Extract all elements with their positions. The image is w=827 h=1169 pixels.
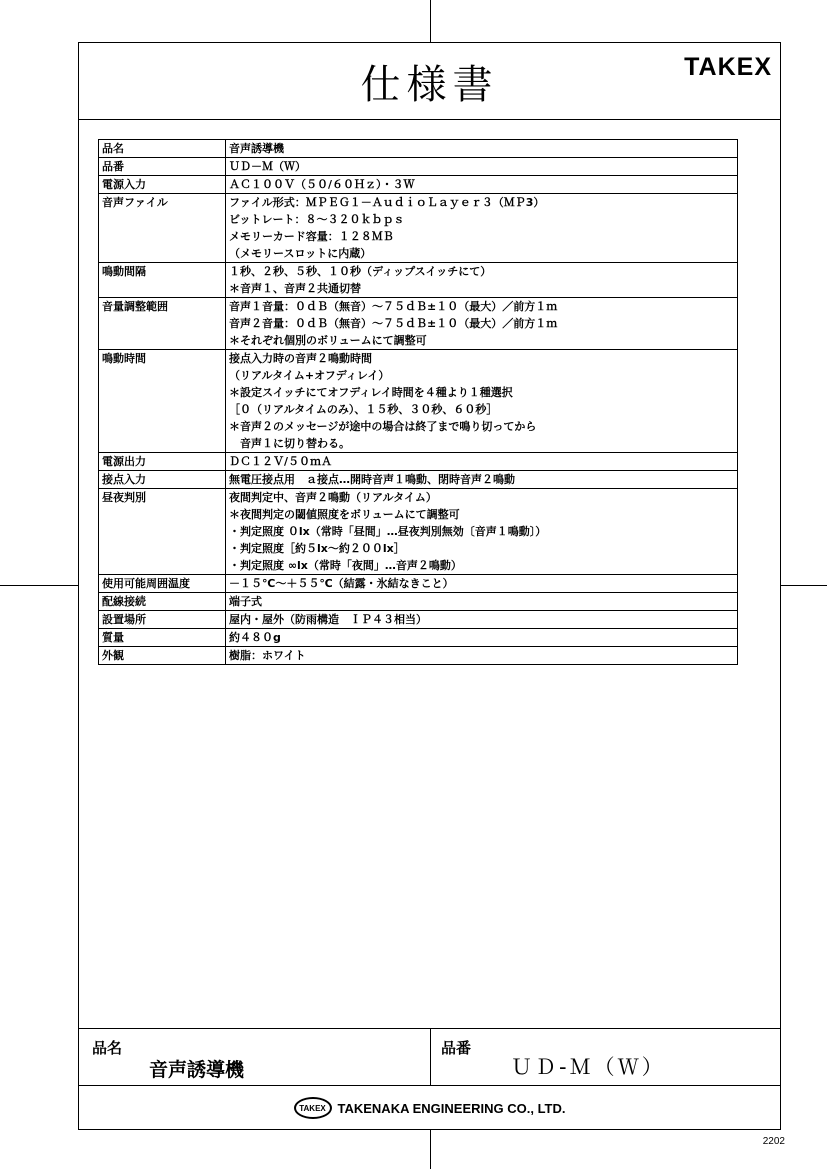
- spec-label: 品名: [99, 140, 226, 158]
- spec-label: 電源出力: [99, 453, 226, 471]
- spec-value: [226, 489, 738, 575]
- spec-value-line: 屋内・屋外（防雨構造 ＩＰ４３相当）: [229, 613, 427, 626]
- spec-row: [99, 194, 738, 263]
- crop-mark-top: [430, 0, 431, 42]
- spec-label: 音声ファイル: [99, 194, 226, 263]
- spec-value-line: ＊夜間判定の閾値照度をボリュームにて調整可: [229, 508, 460, 521]
- spec-label: 電源入力: [99, 176, 226, 194]
- document-frame: [78, 42, 781, 1130]
- product-name-value: 音声誘導機: [149, 1059, 245, 1081]
- title-block: [79, 1028, 780, 1130]
- spec-row: [99, 158, 738, 176]
- spec-row: [99, 350, 738, 453]
- spec-value-line: 無電圧接点用 ａ接点…開時音声１鳴動、閉時音声２鳴動: [229, 473, 515, 486]
- spec-value: [226, 647, 738, 665]
- spec-value-line: 音声１音量：０ｄＢ（無音）～７５ｄＢ±１０（最大）／前方１ｍ: [229, 300, 558, 313]
- product-number-label: 品番: [441, 1039, 472, 1057]
- spec-row: [99, 575, 738, 593]
- spec-row: [99, 453, 738, 471]
- spec-value-line: ＊音声１、音声２共通切替: [229, 282, 361, 295]
- spec-row: [99, 489, 738, 575]
- product-name-label: 品名: [92, 1039, 123, 1057]
- product-number-value: ＵＤ-Ｍ（Ｗ）: [511, 1055, 666, 1079]
- spec-value: [226, 471, 738, 489]
- spec-row: [99, 263, 738, 298]
- spec-row: [99, 647, 738, 665]
- spec-value: [226, 453, 738, 471]
- company-logo-icon: TAKEX: [294, 1097, 332, 1119]
- spec-row: [99, 593, 738, 611]
- spec-value-line: 端子式: [229, 595, 262, 608]
- spec-value-line: ＵＤ－Ｍ（Ｗ）: [229, 160, 306, 173]
- spec-value: [226, 158, 738, 176]
- spec-value-line: ＊設定スイッチにてオフディレイ時間を４種より１種選択: [229, 386, 513, 399]
- spec-value: [226, 140, 738, 158]
- spec-value-line: 樹脂：ホワイト: [229, 649, 306, 662]
- spec-label: 使用可能周囲温度: [99, 575, 226, 593]
- spec-label: 昼夜判別: [99, 489, 226, 575]
- spec-label: 外観: [99, 647, 226, 665]
- spec-value-line: 音声誘導機: [229, 142, 284, 155]
- spec-value-line: 約４８０g: [229, 631, 281, 644]
- brand-logo: TAKEX: [684, 53, 772, 81]
- product-name-cell: [79, 1029, 431, 1085]
- spec-label: 設置場所: [99, 611, 226, 629]
- spec-value-line: 夜間判定中、音声２鳴動（リアルタイム）: [229, 491, 437, 504]
- spec-value-line: ビットレート：８～３２０ｋｂｐｓ: [229, 213, 405, 226]
- spec-value-line: 接点入力時の音声２鳴動時間: [229, 352, 372, 365]
- spec-value: [226, 298, 738, 350]
- document-header: [79, 43, 780, 120]
- crop-mark-right: [781, 585, 827, 586]
- spec-value-line: ＡＣ１００Ｖ（５０/６０Ｈｚ）・３Ｗ: [229, 178, 415, 191]
- crop-mark-bottom: [430, 1130, 431, 1169]
- spec-label: 質量: [99, 629, 226, 647]
- spec-value-line: （メモリースロットに内蔵）: [229, 247, 372, 260]
- spec-row: [99, 611, 738, 629]
- spec-label: 接点入力: [99, 471, 226, 489]
- spec-value-line: ファイル形式：ＭＰＥＧ１－ＡｕｄｉｏＬａｙｅｒ３（ＭＰ3）: [229, 196, 545, 209]
- spec-value: [226, 350, 738, 453]
- spec-value-line: 音声２音量：０ｄＢ（無音）～７５ｄＢ±１０（最大）／前方１ｍ: [229, 317, 558, 330]
- spec-value-line: ＊音声２のメッセージが途中の場合は終了まで鳴り切ってから: [229, 420, 537, 433]
- spec-value-line: ・判定照度 ０lx（常時「昼間」…昼夜判別無効〔音声１鳴動〕）: [229, 525, 547, 538]
- spec-row: [99, 629, 738, 647]
- spec-value: [226, 611, 738, 629]
- company-bar: [79, 1085, 780, 1130]
- spec-table: [98, 139, 738, 665]
- spec-value: [226, 176, 738, 194]
- spec-value: [226, 629, 738, 647]
- spec-value-line: １秒、２秒、５秒、１０秒（ディップスイッチにて）: [229, 265, 492, 278]
- spec-label: 品番: [99, 158, 226, 176]
- spec-row: [99, 471, 738, 489]
- spec-value-line: ・判定照度［約５lx～約２００lx］: [229, 542, 405, 555]
- company-name: TAKENAKA ENGINEERING CO., LTD.: [337, 1100, 566, 1116]
- spec-label: 鳴動間隔: [99, 263, 226, 298]
- spec-value-line: ＊それぞれ個別のボリュームにて調整可: [229, 334, 427, 347]
- spec-value-line: （リアルタイム+オフディレイ）: [229, 369, 390, 382]
- spec-table-body: [99, 140, 738, 665]
- spec-value: [226, 194, 738, 263]
- document-code: 2202: [762, 1136, 785, 1147]
- spec-value-line: ＤＣ１２Ｖ/５０ｍＡ: [229, 455, 333, 468]
- spec-value: [226, 263, 738, 298]
- spec-value-line: メモリーカード容量：１２８ＭＢ: [229, 230, 394, 243]
- spec-row: [99, 298, 738, 350]
- spec-label: 鳴動時間: [99, 350, 226, 453]
- spec-value-line: －１５℃～＋５５℃（結露・氷結なきこと）: [229, 577, 454, 590]
- document-title: 仕様書: [360, 62, 499, 108]
- spec-value: [226, 575, 738, 593]
- spec-value-line: ［０（リアルタイムのみ）、１５秒、３０秒、６０秒］: [229, 403, 498, 416]
- spec-value-line: 音声１に切り替わる。: [229, 437, 350, 450]
- spec-label: 配線接続: [99, 593, 226, 611]
- spec-value: [226, 593, 738, 611]
- spec-row: [99, 140, 738, 158]
- product-number-cell: [431, 1029, 780, 1085]
- spec-value-line: ・判定照度 ∞lx（常時「夜間」…音声２鳴動）: [229, 559, 462, 572]
- spec-row: [99, 176, 738, 194]
- spec-label: 音量調整範囲: [99, 298, 226, 350]
- crop-mark-left: [0, 585, 78, 586]
